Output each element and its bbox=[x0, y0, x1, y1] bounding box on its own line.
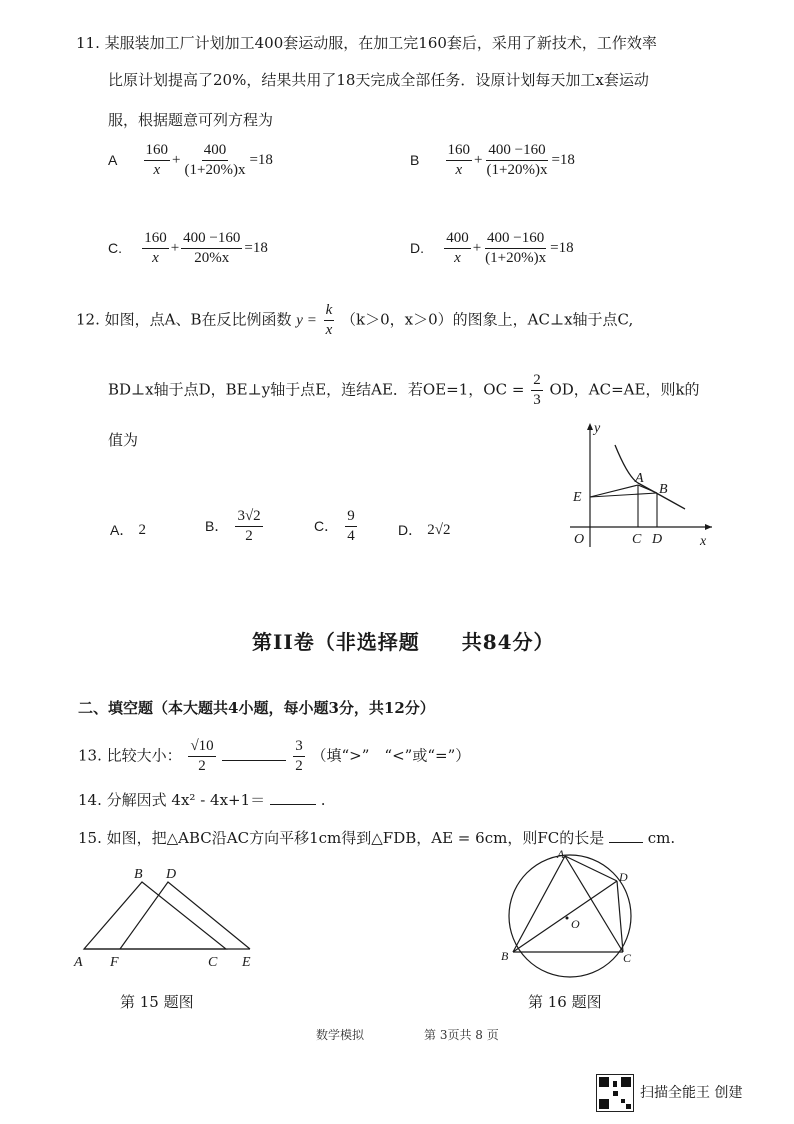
numerator: 3 bbox=[293, 738, 305, 757]
q11-text-line3: 服，根据题意可列方程为 bbox=[108, 111, 274, 129]
q12-text-d: OD，AC=AE，则k的 bbox=[549, 380, 700, 399]
option-label: C． bbox=[314, 518, 339, 534]
q14-number: 14. bbox=[78, 791, 102, 809]
denominator: 4 bbox=[347, 528, 355, 544]
fig16-diagram bbox=[495, 848, 645, 978]
q15-number: 15. bbox=[78, 829, 102, 847]
label-b: B bbox=[501, 949, 509, 963]
q11-option-a[interactable] bbox=[108, 142, 273, 179]
q12-line2 bbox=[108, 372, 700, 409]
denominator: 20%x bbox=[194, 250, 230, 266]
label-d: D bbox=[166, 867, 177, 882]
rhs: =18 bbox=[551, 152, 575, 168]
q11-option-d[interactable] bbox=[410, 230, 574, 267]
plus-sign: + bbox=[172, 152, 181, 168]
denominator: x bbox=[152, 250, 159, 266]
q12-option-b[interactable] bbox=[205, 508, 265, 545]
q15 bbox=[78, 828, 675, 848]
denominator: x bbox=[153, 162, 161, 178]
rhs: =18 bbox=[550, 240, 574, 256]
option-value: 2 bbox=[138, 522, 146, 538]
q12-text-a: 如图，点A、B在反比例函数 bbox=[104, 310, 292, 329]
numerator: 160 bbox=[144, 142, 171, 161]
fraction bbox=[293, 738, 305, 775]
q11-text-line1: 某服装加工厂计划加工400套运动服，在加工完160套后，采用了新技术，工作效率 bbox=[104, 34, 657, 52]
rhs: =18 bbox=[249, 152, 273, 168]
label-b: B bbox=[134, 867, 143, 882]
denominator: (1+20%)x bbox=[485, 250, 547, 266]
fraction bbox=[485, 142, 550, 179]
option-label: B bbox=[410, 152, 420, 168]
denominator: x bbox=[325, 322, 333, 338]
label-f: F bbox=[110, 955, 119, 970]
chord-ab bbox=[513, 856, 565, 952]
fraction bbox=[444, 230, 471, 267]
label-o: O bbox=[571, 917, 580, 931]
option-label: B． bbox=[205, 518, 229, 534]
footer-page: 第 3页共 8 页 bbox=[424, 1028, 499, 1042]
fraction bbox=[142, 230, 169, 267]
fraction bbox=[144, 142, 171, 179]
q12-figure bbox=[560, 415, 720, 555]
label-e: E bbox=[573, 490, 582, 505]
denominator: x bbox=[454, 250, 461, 266]
fig15-diagram bbox=[70, 860, 270, 975]
option-label: D． bbox=[398, 522, 423, 538]
q12-option-a[interactable] bbox=[110, 520, 146, 540]
q13-hint: （填“>” “<”或“=”） bbox=[311, 746, 471, 765]
numerator: 400 −160 bbox=[486, 142, 547, 161]
q15-text: 如图，把△ABC沿AC方向平移1cm得到△FDB，AE = 6cm，则FC的长是 bbox=[106, 829, 605, 847]
label-y: y bbox=[594, 421, 601, 436]
q13 bbox=[78, 738, 470, 775]
q12-line1 bbox=[76, 302, 633, 339]
fraction bbox=[183, 142, 248, 179]
denominator: x bbox=[455, 162, 463, 178]
label-b: B bbox=[659, 482, 668, 497]
label-o: O bbox=[574, 532, 585, 547]
circle-o bbox=[509, 855, 631, 977]
rhs: =18 bbox=[244, 240, 268, 256]
plus-sign: + bbox=[170, 240, 180, 256]
plus-sign: + bbox=[472, 240, 482, 256]
plus-sign: + bbox=[474, 152, 483, 168]
label-c: C bbox=[632, 532, 642, 547]
option-label: A． bbox=[110, 522, 134, 538]
label-a: A bbox=[635, 471, 644, 486]
label-a: A bbox=[74, 955, 83, 970]
y-axis-arrow bbox=[587, 423, 593, 430]
denominator: (1+20%)x bbox=[486, 162, 548, 178]
option-label: C. bbox=[108, 240, 122, 256]
numerator: 400 bbox=[202, 142, 229, 161]
q12-number: 12. bbox=[76, 310, 100, 329]
q12-text-c: BD⊥x轴于点D，BE⊥y轴于点E，连结AE．若OE=1，OC = bbox=[108, 380, 525, 399]
q12-text-line3: 值为 bbox=[108, 431, 139, 449]
triangle-fdb bbox=[120, 882, 250, 949]
q14-answer-blank[interactable] bbox=[270, 790, 316, 805]
denominator: 2 bbox=[198, 758, 206, 774]
label-a: A bbox=[557, 848, 565, 861]
qr-code-icon bbox=[596, 1074, 634, 1112]
q11-number: 11. bbox=[76, 34, 100, 52]
fraction bbox=[483, 230, 548, 267]
q11-option-c[interactable] bbox=[108, 230, 268, 267]
triangle-abc bbox=[84, 882, 226, 949]
fraction bbox=[235, 508, 262, 545]
fraction bbox=[446, 142, 473, 179]
q11-text-line2: 比原计划提高了20%，结果共用了18天完成全部任务．设原计划每天加工x套运动 bbox=[108, 71, 649, 89]
option-label: D. bbox=[410, 240, 424, 256]
option-label: A bbox=[108, 152, 118, 168]
fig16-caption: 第 16 题图 bbox=[528, 993, 602, 1011]
q13-number: 13. bbox=[78, 746, 102, 765]
numerator: 160 bbox=[142, 230, 169, 249]
fraction bbox=[345, 508, 357, 545]
fig15-caption: 第 15 题图 bbox=[120, 993, 194, 1011]
label-d: D bbox=[619, 870, 628, 884]
fraction-two-thirds bbox=[531, 372, 543, 409]
footer-subject: 数学模拟 bbox=[316, 1028, 365, 1042]
chord-dc bbox=[617, 881, 623, 952]
numerator: 400 −160 bbox=[181, 230, 242, 249]
numerator: 2 bbox=[531, 372, 543, 391]
label-x: x bbox=[700, 534, 707, 549]
numerator: √10 bbox=[188, 738, 215, 757]
denominator: 2 bbox=[295, 758, 303, 774]
q11-option-b[interactable] bbox=[410, 142, 575, 179]
q12-text-b: （k＞0，x＞0）的图象上，AC⊥x轴于点C, bbox=[341, 310, 634, 329]
fraction bbox=[188, 738, 215, 775]
denominator: 3 bbox=[533, 392, 541, 408]
label-c: C bbox=[623, 951, 632, 965]
q14-end: . bbox=[320, 791, 326, 809]
center-point bbox=[566, 917, 569, 920]
segment-ab bbox=[638, 485, 657, 493]
numerator: 3√2 bbox=[235, 508, 262, 527]
numerator: 160 bbox=[446, 142, 473, 161]
label-c: C bbox=[208, 955, 218, 970]
denominator: (1+20%)x bbox=[184, 162, 246, 178]
q14-text: 分解因式 4x² - 4x+1＝ bbox=[106, 791, 266, 809]
part2-title: 第II卷（非选择题 共84分） bbox=[252, 630, 555, 654]
q12-option-c[interactable] bbox=[314, 508, 359, 545]
label-d: D bbox=[652, 532, 663, 547]
hyperbola-curve bbox=[615, 445, 685, 509]
watermark-text: 扫描全能王 创建 bbox=[640, 1085, 743, 1101]
numerator: 400 −160 bbox=[485, 230, 546, 249]
q13-text: 比较大小： bbox=[106, 746, 182, 765]
denominator: 2 bbox=[245, 528, 253, 544]
label-e: E bbox=[242, 955, 251, 970]
q14 bbox=[78, 790, 326, 810]
numerator: 400 bbox=[444, 230, 471, 249]
q15-answer-blank[interactable] bbox=[609, 828, 643, 843]
q12-option-d[interactable] bbox=[398, 520, 450, 540]
option-value: 2√2 bbox=[427, 522, 451, 538]
x-axis-arrow bbox=[705, 524, 712, 530]
q12-y-eq: y = bbox=[296, 312, 317, 329]
numerator: k bbox=[324, 302, 335, 321]
q15-unit: cm. bbox=[647, 829, 676, 847]
numerator: 9 bbox=[345, 508, 357, 527]
q13-answer-blank[interactable] bbox=[222, 746, 286, 761]
fraction-k-over-x bbox=[324, 302, 335, 339]
section2-title: 二、填空题（本大题共4小题，每小题3分，共12分） bbox=[78, 699, 435, 717]
fraction bbox=[181, 230, 242, 267]
q11-line1 bbox=[76, 33, 657, 53]
